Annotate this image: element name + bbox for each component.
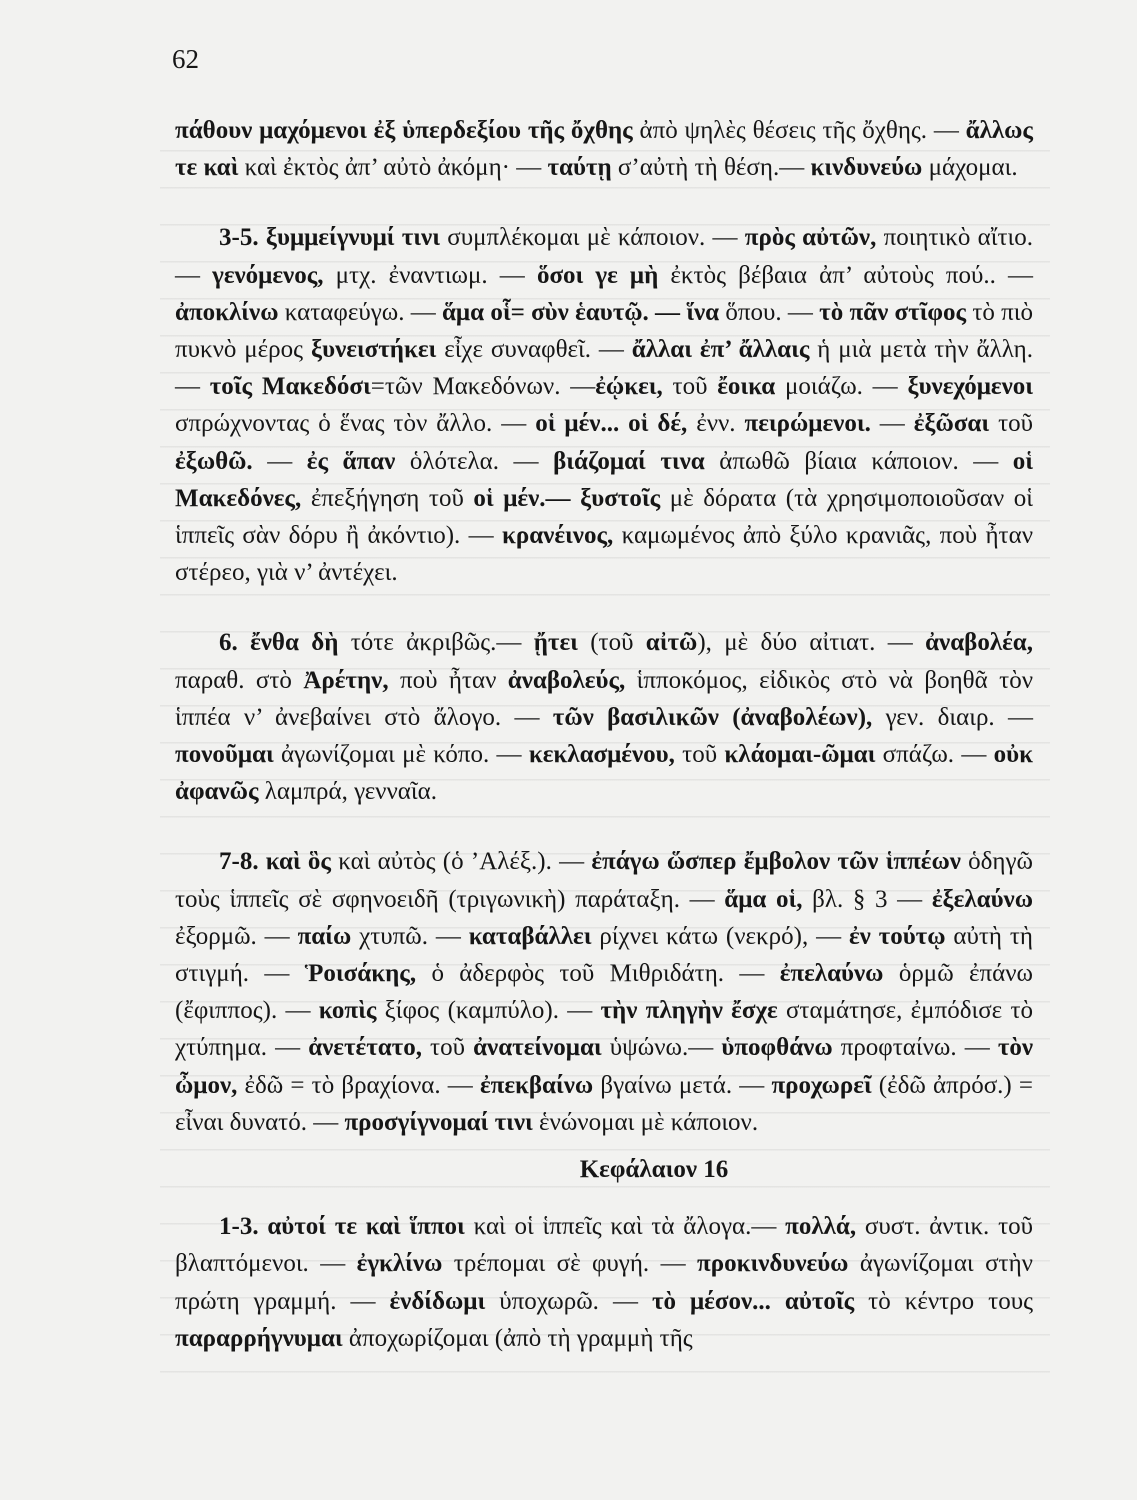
gloss-text: λαμπρά, γενναῖα. xyxy=(258,778,437,806)
chapter-heading: Κεφάλαιον 16 xyxy=(579,1156,729,1184)
lemma-term: οἱ μέν... οἱ δέ, xyxy=(535,410,688,438)
gloss-text: ὁδηγῶ τοὺς ἱππεῖς σὲ σφηνοειδῆ (τριγωνικὴ) παράταξη. — xyxy=(175,848,1033,913)
lemma-term: τὸν ὦμον, xyxy=(175,1034,1034,1099)
gloss-text: ἐκτὸς βέβαια ἀπ’ αὐτοὺς πού.. — xyxy=(658,261,1033,289)
page-number: 62 xyxy=(172,44,199,74)
lemma-term: κινδυνεύω xyxy=(810,154,923,182)
lemma-term: ἐπελαύνω xyxy=(779,960,884,988)
lemma-term: οἱ μέν.— ξυστοῖς xyxy=(473,484,661,512)
gloss-text: συστ. ἀντικ. τοῦ βλαπτόμενοι. — xyxy=(175,1213,1033,1278)
paragraph-gap xyxy=(175,810,1033,843)
gloss-text: ὅπου. — xyxy=(719,298,820,326)
lemma-term: ὅσοι γε μὴ xyxy=(536,261,659,289)
gloss-text: καὶ αὐτὸς (ὁ ’Αλέξ.). — xyxy=(330,848,592,876)
gloss-text: μὲ δόρατα (τὰ χρησιμοποιοῦσαν οἱ ἱππεῖς σὰν δόρυ ἢ ἀκόντιο). — xyxy=(175,484,1033,550)
paragraph xyxy=(175,624,1033,810)
lemma-term: ἐῴκει, xyxy=(595,373,663,401)
lemma-term: ἀναβολέα, xyxy=(925,629,1033,657)
lemma-term: πονοῦμαι xyxy=(175,741,274,769)
lemma-term: ἐν τούτῳ xyxy=(848,922,946,950)
lemma-term: παίω xyxy=(297,922,352,950)
lemma-term: ἐπάγω ὥσπερ ἔμβολον τῶν ἱππέων xyxy=(591,848,961,876)
paragraph xyxy=(175,843,1033,1141)
gloss-text: σ’αὐτὴ τὴ θέση.— xyxy=(611,154,811,182)
lemma-term: τῶν βασιλικῶν (ἀναβολέων), xyxy=(552,703,873,731)
gloss-text: ἐδῶ = τὸ βραχίονα. — xyxy=(237,1071,480,1099)
gloss-text: ἑνώνομαι μὲ κάποιον. xyxy=(532,1108,759,1136)
gloss-text: χτυπῶ. — xyxy=(351,922,469,950)
gloss-text: =τῶν Μακεδόνων. — xyxy=(370,373,596,401)
gloss-text: ἐξορμῶ. — xyxy=(175,922,298,950)
gloss-text: καμωμένος ἀπὸ ξύλο κρανιᾶς, ποὺ ἦταν στέρεο, γιὰ ν’ ἀντέχει. xyxy=(175,522,1034,587)
gloss-text: σπάζω. — xyxy=(875,741,994,769)
gloss-text: ρίχνει κάτω (νεκρό), — xyxy=(591,922,849,950)
gloss-text: μοιάζω. — xyxy=(775,373,908,401)
lemma-term: καταβάλλει xyxy=(468,922,592,950)
lemma-term: ἀναβολεύς, xyxy=(507,666,626,694)
lemma-term: οἱ Μακεδόνες, xyxy=(175,447,1034,512)
gloss-text: μάχομαι. xyxy=(922,154,1018,182)
lemma-term: ἐγκλίνω xyxy=(356,1250,443,1278)
gloss-text: ποὺ ἦταν xyxy=(388,666,508,694)
gloss-text: σταμάτησε, ἐμπόδισε τὸ χτύπημα. — xyxy=(175,997,1033,1062)
lemma-term: ἐνδίδωμι xyxy=(389,1287,486,1315)
gloss-text: καὶ οἱ ἱππεῖς καὶ τὰ ἄλογα.— xyxy=(464,1213,786,1241)
gloss-text: ὑποχωρῶ. — xyxy=(485,1287,652,1315)
lemma-term: τὴν πληγὴν ἔσχε xyxy=(600,997,778,1025)
lemma-term: ὑποφθάνω xyxy=(721,1034,833,1062)
lemma-term: πρὸς αὐτῶν, xyxy=(744,224,877,252)
lemma-term: ἀποκλίνω xyxy=(175,298,279,326)
gloss-text: σπρώχνοντας ὁ ἕνας τὸν ἄλλο. — xyxy=(175,410,536,438)
lemma-term: κλάομαι-ῶμαι xyxy=(724,741,876,769)
lemma-term: τοῖς Μακεδόσι xyxy=(209,373,371,401)
gloss-text: καταφεύγω. — xyxy=(278,298,442,326)
lemma-term: προχωρεῖ xyxy=(771,1071,872,1099)
gloss-text: ὑψώνω.— xyxy=(601,1034,722,1062)
paragraph-gap xyxy=(175,591,1033,624)
gloss-text: ἐνν. xyxy=(687,410,745,438)
lemma-term: ἄλλαι ἐπ’ ἄλλαις xyxy=(631,336,810,364)
lemma-term: οὐκ ἀφανῶς xyxy=(175,741,1033,806)
lemma-term: 1-3. αὐτοί τε καὶ ἵπποι xyxy=(219,1213,465,1241)
paragraph xyxy=(175,219,1033,591)
lemma-term: τὸ μέσον... αὐτοῖς xyxy=(651,1287,855,1315)
gloss-text: εἶχε συναφθεῖ. — xyxy=(436,336,632,364)
lemma-term: κρανέινος, xyxy=(501,522,614,550)
lemma-term: αἰτῶ xyxy=(645,629,698,657)
lemma-term: ἐξωθῶ. xyxy=(175,447,253,475)
lemma-term: Ἀρέτην, xyxy=(303,666,389,694)
lemma-term: πάθουν μαχόμενοι ἐξ ὑπερδεξίου τῆς ὄχθης xyxy=(175,117,633,144)
lemma-term: προκινδυνεύω xyxy=(697,1250,849,1278)
gloss-text: βλ. § 3 — xyxy=(802,885,932,913)
lemma-term: ξυνεχόμενοι xyxy=(907,373,1034,401)
lemma-term: πειρώμενοι. xyxy=(744,410,871,438)
lemma-term: ἅμα οἷ= σὺν ἑαυτῷ. — ἵνα xyxy=(441,298,720,326)
gloss-text: ἀποχωρίζομαι (ἀπὸ τὴ γραμμὴ τῆς xyxy=(342,1324,693,1352)
commentary-text xyxy=(175,112,1033,1357)
gloss-text: ἀγωνίζομαι στὴν πρώτη γραμμή. — xyxy=(175,1250,1033,1315)
lemma-term: γενόμενος, xyxy=(212,261,324,289)
gloss-text: καὶ ἐκτὸς ἀπ’ αὐτὸ ἀκόμη· — xyxy=(238,154,548,182)
gloss-text: — xyxy=(252,447,307,475)
gloss-text: τὸ πιὸ πυκνὸ μέρος xyxy=(175,298,1033,364)
gloss-text: — xyxy=(870,410,914,438)
gloss-text: τοῦ xyxy=(421,1034,474,1062)
paragraph xyxy=(175,112,1033,186)
gloss-text: μτχ. ἐναντιωμ. — xyxy=(323,261,537,289)
gloss-text: παραθ. στὸ xyxy=(175,666,304,694)
gloss-text: ἀπὸ ψηλὲς θέσεις τῆς ὄχθης. — xyxy=(632,117,966,144)
gloss-text: τρέπομαι σὲ φυγή. — xyxy=(442,1250,698,1278)
gloss-text: (ἐδῶ ἀπρόσ.) = εἶναι δυνατό. — xyxy=(175,1071,1033,1136)
gloss-text: ὁλότελα. — xyxy=(395,447,554,475)
lemma-term: τὸ πᾶν στῖφος xyxy=(819,298,967,326)
gloss-text: τοῦ xyxy=(674,741,725,769)
lemma-term: ἀνετέτατο, xyxy=(308,1034,422,1062)
lemma-term: ἔοικα xyxy=(717,373,776,401)
lemma-term: προσγίγνομαί τινι xyxy=(344,1108,533,1136)
lemma-term: ἐς ἅπαν xyxy=(306,447,396,475)
paragraph xyxy=(175,1208,1033,1357)
lemma-term: ξυνειστήκει xyxy=(310,336,437,364)
lemma-term: 6. ἔνθα δὴ xyxy=(219,629,339,657)
gloss-text: γεν. διαιρ. — xyxy=(872,703,1033,731)
lemma-term: παραρρήγνυμαι xyxy=(175,1324,343,1352)
gloss-text: ὁρμῶ ἐπάνω (ἔφιππος). — xyxy=(175,960,1034,1025)
gloss-text: τὸ κέντρο τους xyxy=(854,1287,1033,1315)
lemma-term: 7-8. καὶ ὃς xyxy=(219,848,331,876)
paragraph-gap xyxy=(175,186,1033,219)
gloss-text: ὁ ἀδερφὸς τοῦ Μιθριδάτη. — xyxy=(416,960,780,988)
gloss-text: τότε ἀκριβῶς.— xyxy=(338,629,534,657)
lemma-term: ᾔτει xyxy=(533,629,578,657)
lemma-term: ἀνατείνομαι xyxy=(473,1034,602,1062)
lemma-term: κοπὶς xyxy=(318,997,377,1025)
lemma-term: ἐξῶσαι xyxy=(913,410,990,438)
gloss-text: ἡ μιὰ μετὰ τὴν ἄλλη. — xyxy=(175,336,1034,401)
gloss-text: τοῦ xyxy=(989,410,1034,438)
gloss-text: συμπλέκομαι μὲ κάποιον. — xyxy=(439,224,745,252)
gloss-text: προφταίνω. — xyxy=(832,1034,998,1062)
lemma-term: ἐξελαύνω xyxy=(931,885,1033,913)
gloss-text: ἀγωνίζομαι μὲ κόπο. — xyxy=(273,741,529,769)
lemma-term: 3-5. ξυμμείγνυμί τινι xyxy=(219,224,440,252)
lemma-term: ἄλλως τε καὶ xyxy=(175,117,1033,182)
gloss-text: ἀπωθῶ βίαια κάποιον. — xyxy=(704,447,1013,475)
lemma-term: Ῥοισάκης, xyxy=(304,960,417,988)
gloss-text: αὐτὴ τὴ στιγμή. — xyxy=(175,922,1033,988)
lemma-term: ἅμα οἱ, xyxy=(724,885,803,913)
lemma-term: βιάζομαί τινα xyxy=(553,447,705,475)
lemma-term: ταύτῃ xyxy=(547,154,612,182)
gloss-text: ξίφος (καμπύλο). — xyxy=(376,997,601,1025)
gloss-text: (τοῦ xyxy=(577,629,646,657)
lemma-term: κεκλασμένου, xyxy=(528,741,675,769)
lemma-term: ἐπεκβαίνω xyxy=(479,1071,594,1099)
gloss-text: ἱπποκόμος, εἰδικὸς στὸ νὰ βοηθᾶ τὸν ἱππέα ν’ ἀνεβαίνει στὸ ἄλογο. — xyxy=(175,666,1033,731)
gloss-text: ποιητικὸ αἴτιο. — xyxy=(175,224,1033,289)
gloss-text: τοῦ xyxy=(662,373,718,401)
gloss-text: ), μὲ δύο αἰτιατ. — xyxy=(697,629,926,657)
gloss-text: ἐπεξήγηση τοῦ xyxy=(301,484,474,512)
gloss-text: βγαίνω μετά. — xyxy=(593,1071,772,1099)
lemma-term: πολλά, xyxy=(785,1213,857,1241)
